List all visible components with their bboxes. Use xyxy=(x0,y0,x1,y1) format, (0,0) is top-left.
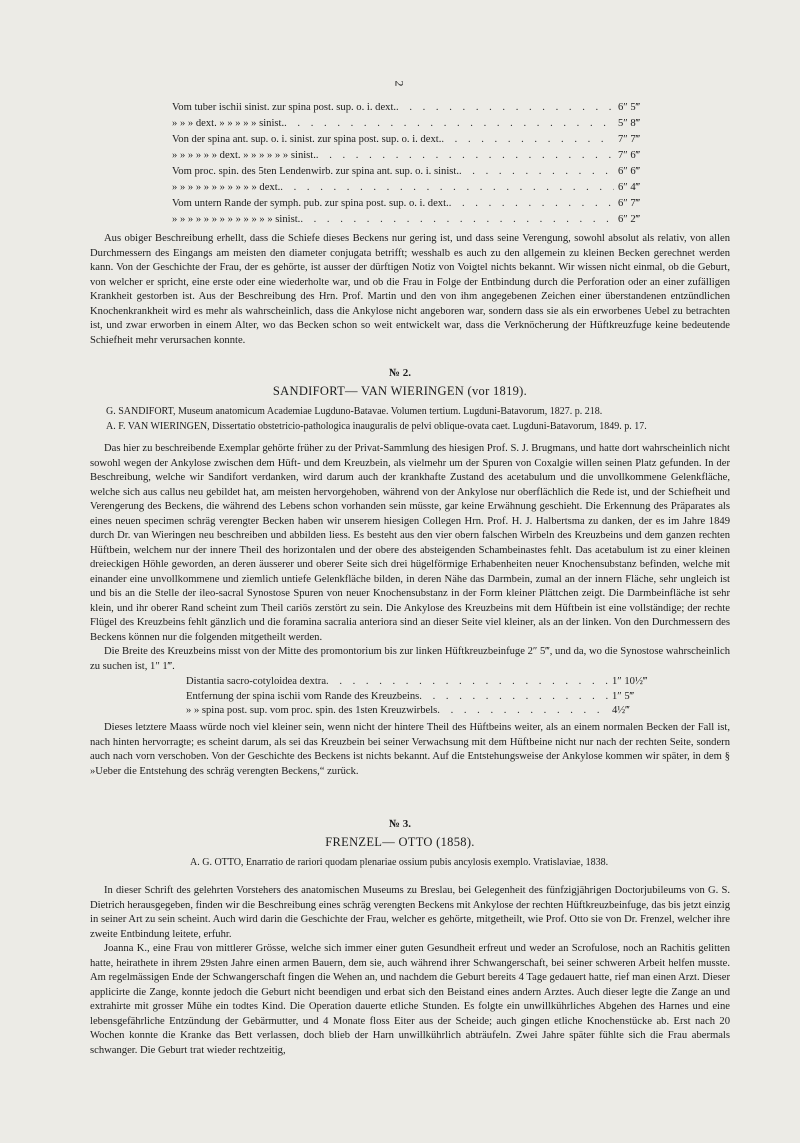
measurement-row: Vom proc. spin. des 5ten Lendenwirb. zur spina ant. sup. o. i. sinist. . . . 6″ 6‴ xyxy=(172,164,662,180)
measurement-row: » » spina post. sup. vom proc. spin. des 1sten Kreuzwirbels . . . 4½‴ xyxy=(186,704,656,719)
paragraph-remark: Dieses letztere Maass würde noch viel kleiner sein, wenn nicht der hintere Theil des Hüftbeins weiter, als an einem normalen Becken der Fall ist, nach hinten hervorragte; es scheint darum, als sei das Kreuzbein bei seiner Verwachsung mit dem Hüftbeine nicht nur nach der rechten Seite, sondern auch nach vorn verschoben. Von der Geschichte des Beckens ist nichts bekannt. Auf die Entstehungsweise der Ankylose kommen wir später, in dem § »Ueber die Entstehung des schräg verengten Beckens,“ zurück. xyxy=(90,722,730,777)
section-number: № 3. xyxy=(388,818,412,830)
measurement-row: » » » dext. » » » » » sinist. . . . 5″ 8‴ xyxy=(172,116,662,132)
paragraph-history: In dieser Schrift des gelehrten Vorstehers des anatomischen Museums zu Breslau, bei Gelegenheit des fünfzigjährigen Doctorjubileums von G. S. Dietrich herausgegeben, finden wir die Beschreibung eines schräg verengten Beckens mit Ankylose der rechten Hüftkreuzbeinfuge, das bis jetzt einzig in seiner Art zu sein scheint. Auch wird darin die Geschichte der Frau, welcher es gehörte, mitgetheilt, wie Prof. Otto sie von Dr. Frenzel, welcher ihre zweite Entbindung leitete, erfuhr. Joanna K., eine Frau von mittlerer Grösse, welche sich immer einer guten Gesundheit erfreut und weder an Scrofulose, noch an Rachitis gelitten hatte, heirathete in ihrem 29sten Jahre einen armen Bauern, dem sie, auch während ihrer Schwangerschaft, bei seiner schweren Arbeit helfen musste. Am regelmässigen Ende der Schwangerschaft fingen die Wehen an, und nachdem die Geburt bereits 4 Tage gedauert hatte, rief man einen Arzt. Dieser applicirte die Zange, konnte jedoch die Geburt nicht beendigen und erbat sich den Beistand eines andern Arztes. Auch dieser legte die Zange an und extrahirte mit grosser Mühe ein todtes Kind. Die Operation dauerte etliche Stunden. Es folgte ein unwillkührliches Abgehen des Harnes und eine lebensgefährliche Entzündung der Gebärmutter, und 4 Monate floss Eiter aus der Scheide; auch gingen etliche Knochenstücke ab. Erst nach 20 Wochen konnte die Kranke das Bett verlassen, doch blieb der Harn unwillkührlich abträufeln. Zwei Jahre später fühlte sich die Frau abermals schwanger. Die Geburt trat wieder rechtzeitig, xyxy=(90,885,730,1056)
section-number: № 2. xyxy=(388,367,412,379)
page-number: 2 xyxy=(392,80,407,87)
measurement-row: » » » » » » » » » » » » » sinist. . . . 6″ 2‴ xyxy=(172,212,662,228)
measurement-row: Vom tuber ischii sinist. zur spina post. sup. o. i. dext. . . . 6″ 5‴ xyxy=(172,100,662,116)
reference-item: A. F. VAN WIERINGEN, Dissertatio obstetricio-pathologica inauguralis de pelvi oblique-ovata caet. Lugduni-Batavorum, 1849. p. 17. xyxy=(106,420,647,432)
reference-list xyxy=(106,405,746,434)
measurement-row: Vom untern Rande der symph. pub. zur spina post. sup. o. i. dext. . . . 6″ 7‴ xyxy=(172,196,662,212)
measurement-row: » » » » » » » » » » » dext. . . . 6″ 4‴ xyxy=(172,180,662,196)
measurement-row: Von der spina ant. sup. o. i. sinist. zur spina post. sup. o. i. dext. . . . 7″ 7‴ xyxy=(172,132,662,148)
measurement-row: » » » » » » dext. » » » » » » sinist. . . . 7″ 6‴ xyxy=(172,148,662,164)
section-title: SANDIFORT— VAN WIERINGEN (vor 1819). xyxy=(272,384,528,398)
measurement-list-sec2 xyxy=(186,675,656,719)
measurement-row: Entfernung der spina ischii vom Rande des Kreuzbeins . . . 1″ 5‴ xyxy=(186,690,656,705)
paragraph-description: Das hier zu beschreibende Exemplar gehörte früher zu der Privat-Sammlung des hiesigen Prof. S. J. Brugmans, und hatte dort wahrscheinlich nicht sowohl wegen der Ankylose zwischen dem Hüft- und dem Kreuzbein, als vielmehr um der Spuren von Coxalgie willen seinen Platz gefunden. In der Beschreibung, welche wir Sandifort verdanken, wird darum auch der krankhafte Zustand des acetabulum und die unvollkommene Gelenkfläche, welche sich aus callus neu gebildet hat, am meisten hervorgehoben, während von der Ankylose nur oberflächlich die Rede ist, und der Schiefheit und Verengerung des Beckens, die während des Lebens schon vorhanden sein müsste, gar keine Erwähnung geschieht. Die Erkennung des Präparates als eines neuen specimen schräg verengter Becken haben wir unserem hiesigen Collegen Hrn. Prof. H. J. Halbertsma zu danken, der es im Jahre 1849 durch Dr. van Wieringen neu beschreiben und abbilden liess. Es besteht aus den vier obern falschen Wirbeln des Kreuzbeins und dem ganzen rechten Hüftbein, welchem nur der innere Theil des horizontalen und der obere des absteigenden Schambeinastes fehlt. Das acetabulum ist zu einer kleinen dreieckigen Höhle geworden, an deren äusserer und oberer Seite sich drei hügelförmige Erhabenheiten neuer Knochensubstanz befinden, welche mit einander eine unvollkommene und ziemlich untiefe Gelenkfläche bilden, in deren Nähe das Darmbein, zumal an der innern Fläche, sehr ungleich ist und bis an die Stelle der ileo-sacral Synostose Spuren von neuer Knochensubstanz in der Form kleiner Plättchen zeigt. Die Darmbeinfläche ist sehr klein, und ihr oberer Rand scheint zum Theil cariös zerstört zu sein. Die Ankylose des Kreuzbeins mit dem Hüftbein ist eine vollständige; der rechte Flügel des Kreuzbeins fehlt gänzlich und die foramina sacralia anteriora sind an dieser Seite viel kleiner, als an der linken. Von den Durchmessern des Beckens können nur die folgenden mitgetheilt werden. Die Breite des Kreuzbeins misst von der Mitte des promontorium bis zur linken Hüftkreuzbeinfuge 2″ 5‴, und da, wo die Synostose wahrscheinlich zu suchen ist, 1″ 1‴. xyxy=(90,443,730,672)
section-title: FRENZEL— OTTO (1858). xyxy=(325,835,475,849)
measurement-row: Distantia sacro-cotyloidea dextra . . . 1″ 10½‴ xyxy=(186,675,656,690)
measurement-list-top xyxy=(172,100,662,228)
reference-item: A. G. OTTO, Enarratio de rariori quodam plenariae ossium pubis ancylosis exemplo. Vratislaviae, 1838. xyxy=(190,857,609,868)
paragraph-conclusion: Aus obiger Beschreibung erhellt, dass die Schiefe dieses Beckens nur gering ist, und dass seine Verengung, sowohl absolut als relativ, von allen Durchmessern des Eingangs am meisten den diameter conjugata betrifft; wesshalb es auch zu den allgemein zu kleinen Becken gerechnet werden kann. Von der Geschichte der Frau, der es gehörte, ist ausser der dürftigen Notiz von Voigtel nichts bekannt. Wir wissen nicht einmal, ob die Geburt, von welcher er spricht, eine erste oder eine wiederholte war, und ob die Frau in Folge der Entbindung durch die Perforation oder an einer zufälligen Krankheit gestorben ist. Aus der Beschreibung des Hrn. Prof. Martin und den von ihm angegebenen Zeichen einer überstandenen entzündlichen Knochenkrankheit wird es mehr als wahrscheinlich, dass die Ankylose nicht angeboren war, sondern dass sie als ein erworbenes Uebel zu betrachten ist, und zwar erworben in einem Alter, wo das Becken schon so weit entwickelt war, dass die Verknöcherung der Hüftkreuzfuge keine bedeutende Schiefheit mehr verursachen konnte. xyxy=(90,233,730,346)
reference-item: G. SANDIFORT, Museum anatomicum Academiae Lugduno-Batavae. Volumen tertium. Lugduni-Batavorum, 1827. p. 218. xyxy=(106,406,603,417)
